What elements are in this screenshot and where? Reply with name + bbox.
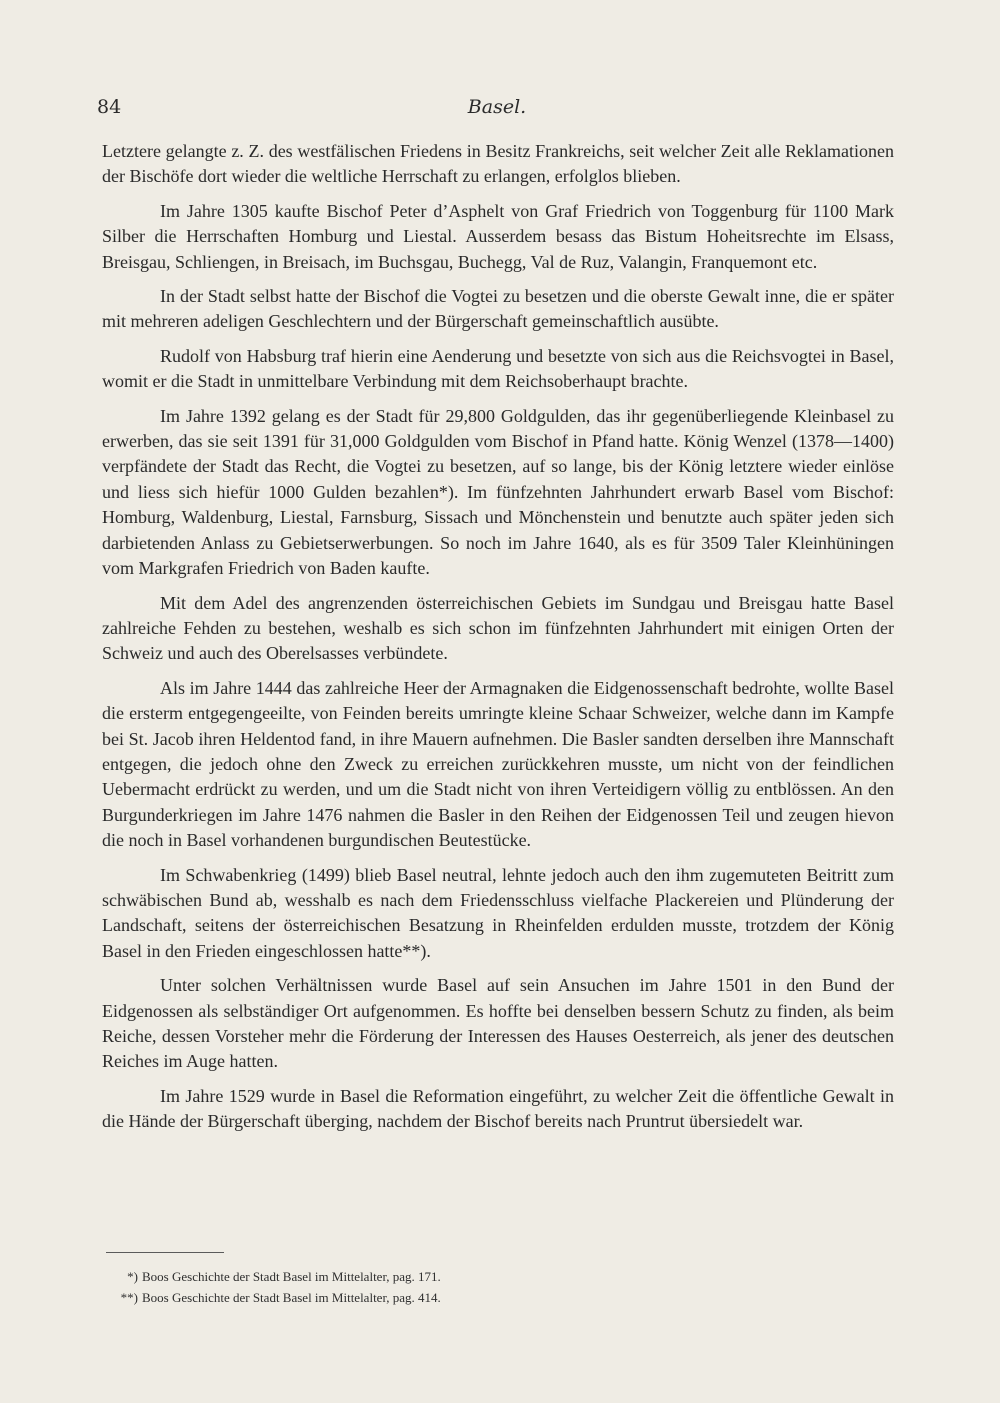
footnote-text: Boos Geschichte der Stadt Basel im Mittelalter, pag. 414. [142,1290,441,1305]
footnote-divider [106,1252,224,1253]
footnotes [108,1266,808,1308]
body-text [102,139,894,1144]
paragraph: In der Stadt selbst hatte der Bischof die Vogtei zu besetzen und die oberste Gewalt inne, die er später mit mehreren adeligen Geschlechtern und der Bürgerschaft gemeinschaftlich ausübte. [102,286,894,332]
paragraph: Im Jahre 1305 kaufte Bischof Peter d’Asphelt von Graf Friedrich von Toggenburg für 1100 Mark Silber die Herrschaften Homburg und Liestal. Ausserdem besass das Bistum Hoheitsrechte im Elsass, Breisgau, Schliengen, in Breisach, im Buchsgau, Buchegg, Val de Ruz, Valangin, Franquemont etc. [102,200,894,272]
paragraph: Im Schwabenkrieg (1499) blieb Basel neutral, lehnte jedoch auch den ihm zugemuteten Beitritt zum schwäbischen Bund ab, wesshalb es nach dem Friedensschluss vielfache Plackereien und Plünderung der Landschaft, seitens der österreichischen Besatzung in Rheinfelden erdulden musste, trotzdem der König Basel in den Frieden eingeschlossen hatte**). [102,864,894,961]
footnote [108,1266,808,1287]
footnote-marker: **) [120,1290,138,1305]
paragraph: Als im Jahre 1444 das zahlreiche Heer der Armagnaken die Eidgenossenschaft bedrohte, wollte Basel die ersterm entgegengeeilte, von Feinden bereits umringte kleine Schaar Schweizer, welche dann im Kampfe bei St. Jacob ihren Heldentod fand, in ihre Mauern aufnehmen. Die Basler sandten derselben ihre Mannschaft entgegen, die jedoch ohne den Zweck zu erreichen zurückkehren musste, um nicht von der feindlichen Uebermacht erdrückt zu werden, und um die Stadt nicht von ihren Verteidigern völlig zu entblössen. An den Burgunderkriegen im Jahre 1476 nahmen die Basler in den Reihen der Eidgenossen Teil und zeugen hievon die noch in Basel vorhandenen burgundischen Beutestücke. [102,677,894,851]
page-header [97,96,897,132]
running-title: Basel. [467,96,527,118]
page-number: 84 [97,96,122,118]
paragraph: Rudolf von Habsburg traf hierin eine Aenderung und besetzte von sich aus die Reichsvogtei in Basel, womit er die Stadt in unmittelbare Verbindung mit dem Reichsoberhaupt brachte. [102,345,894,392]
footnote [108,1287,808,1308]
paragraph: Mit dem Adel des angrenzenden österreichischen Gebiets im Sundgau und Breisgau hatte Basel zahlreiche Fehden zu bestehen, weshalb es sich schon im fünfzehnten Jahrhundert mit einigen Orten der Schweiz und auch des Oberelsasses verbündete. [102,592,894,664]
paragraph: Im Jahre 1529 wurde in Basel die Reformation eingeführt, zu welcher Zeit die öffentliche Gewalt in die Hände der Bürgerschaft überging, nachdem der Bischof bereits nach Pruntrut übersiedelt war. [102,1085,894,1132]
paragraph: Im Jahre 1392 gelang es der Stadt für 29,800 Goldgulden, das ihr gegenüberliegende Kleinbasel zu erwerben, das sie seit 1391 für 31,000 Goldgulden vom Bischof in Pfand hatte. König Wenzel (1378—1400) verpfändete der Stadt das Recht, die Vogtei zu besetzen, auf so lange, bis der König letztere wieder einlöse und liess sich hiefür 1000 Gulden bezahlen*). Im fünfzehnten Jahrhundert erwarb Basel vom Bischof: Homburg, Waldenburg, Liestal, Farnsburg, Sissach und Mönchenstein und benutzte auch später jeden sich darbietenden Anlass zu Gebietserwerbungen. So noch im Jahre 1640, als es für 3509 Taler Kleinhüningen vom Markgrafen Friedrich von Baden kaufte. [102,405,894,579]
paragraph: Unter solchen Verhältnissen wurde Basel auf sein Ansuchen im Jahre 1501 in den Bund der Eidgenossen als selbständiger Ort aufgenommen. Es hoffte bei denselben bessern Schutz zu finden, als beim Reiche, dessen Vorsteher mehr die Förderung der Interessen des Hauses Oesterreich, als jener des deutschen Reiches im Auge hatten. [102,975,894,1072]
footnote-marker: *) [127,1269,138,1284]
footnote-text: Boos Geschichte der Stadt Basel im Mittelalter, pag. 171. [142,1269,441,1284]
paragraph: Letztere gelangte z. Z. des westfälischen Friedens in Besitz Frankreichs, seit welcher Zeit alle Reklamationen der Bischöfe dort wieder die weltliche Herrschaft zu erlangen, erfolglos blieben. [102,141,894,187]
